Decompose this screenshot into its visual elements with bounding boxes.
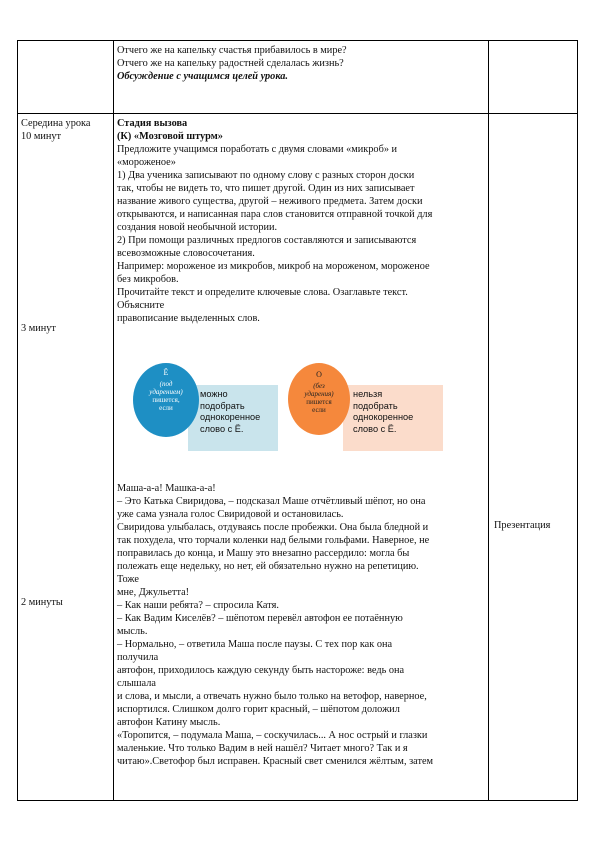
text-line: «мороженое» <box>117 157 176 168</box>
story-line: мысль. <box>117 626 148 637</box>
rule-o-letter: О <box>316 370 322 379</box>
rule-o-box <box>343 385 443 451</box>
text-line: правописание выделенных слов. <box>117 313 260 324</box>
rule-yo-ellipse-line: (под <box>159 380 173 388</box>
rule-yo-box-line: подобрать <box>200 400 245 411</box>
text-line: открываются, и написанная пара слов становится отправной точкой для <box>117 209 433 220</box>
story-line: слышала <box>117 678 156 689</box>
rule-yo-ellipse-line: ударением) <box>149 388 183 396</box>
rule-o-box-line: слово с Ё. <box>353 423 397 434</box>
table-col-divider-2 <box>488 40 489 801</box>
spelling-rule-diagram <box>133 363 453 453</box>
rule-o-ellipse-line: пишется <box>306 398 332 406</box>
story-line: и слова, и мысли, а отвечать нужно было только на ветофор, наверное, <box>117 691 427 702</box>
story-line: автофон Катину мысль. <box>117 717 221 728</box>
story-line: – Как Вадим Киселёв? – шёпотом перевёл автофон ее потаённую <box>117 613 403 624</box>
table-border-right <box>577 40 578 801</box>
rule-yo-ellipse-line: если <box>159 404 173 412</box>
story-line: испортился. Слишком долго горит красный, – шёпотом доложил <box>117 704 400 715</box>
row1-discussion: Обсуждение с учащимся целей урока. <box>117 71 289 82</box>
story-line: маленькие. Что только Вадим в ней нашёл? Читает много? Так и я <box>117 743 408 754</box>
rule-yo-ellipse <box>133 363 199 437</box>
text-line: название живого существа, другой – неживого предмета. Затем доски <box>117 196 423 207</box>
rule-o-box-line: подобрать <box>353 400 398 411</box>
timing-stage-line: 10 минут <box>21 131 62 142</box>
text-line: без микробов. <box>117 274 179 285</box>
story-line: поправилась до конца, и Машу это внезапно рассердило: могла бы <box>117 548 410 559</box>
story-line: Тоже <box>117 574 139 585</box>
story-line: получила <box>117 652 159 663</box>
story-line: – Это Катька Свиридова, – подсказал Маше отчётливый шёпот, но она <box>117 496 426 507</box>
rule-o-ellipse <box>288 363 350 435</box>
brainstorm-heading: (К) «Мозговой штурм» <box>117 131 223 142</box>
row1-line: Отчего же на капельку счастья прибавилось в мире? <box>117 45 347 56</box>
row1-line: Отчего же на капельку радостней сделалась жизнь? <box>117 58 344 69</box>
table-col-divider-1 <box>113 40 114 801</box>
story-line: – Нормально, – ответила Маша после паузы. С тех пор как она <box>117 639 393 650</box>
story-text <box>117 482 487 768</box>
story-line: полежать еще недельку, но нет, ей обязательно нужно на репетицию. <box>117 561 419 572</box>
text-line: создания новой необычной истории. <box>117 222 278 233</box>
text-line: Например: мороженое из микробов, микроб на мороженом, мороженое <box>117 261 430 272</box>
rule-o-box-line: однокоренное <box>353 412 414 422</box>
table-border-top <box>17 40 578 41</box>
text-line: всевозможные словосочетания. <box>117 248 255 259</box>
text-line: Прочитайте текст и определите ключевые слова. Озаглавьте текст. <box>117 287 408 298</box>
text-line: 2) При помощи различных предлогов составляются и записываются <box>117 235 417 246</box>
rule-o-box-line: нельзя <box>353 389 383 399</box>
rule-yo-box <box>188 385 278 451</box>
rule-yo-letter: Ё <box>163 368 169 377</box>
rule-o-ellipse-line: ударения) <box>304 390 334 398</box>
table-border-bottom <box>17 800 578 801</box>
rule-yo-box-line: слово с Ё. <box>200 423 244 434</box>
story-line: мне, Джульетта! <box>117 587 190 598</box>
timing-stage-line: Середина урока <box>21 118 91 129</box>
table-border-left <box>17 40 18 801</box>
text-line: 1) Два ученика записывают по одному слову с разных сторон доски <box>117 170 415 181</box>
story-line: уже сама узнала голос Свиридовой и остановилась. <box>117 509 344 520</box>
rule-yo-box-line: однокоренное <box>200 412 261 422</box>
story-line: Маша-а-а! Машка-а-а! <box>117 483 216 494</box>
row2-main-text <box>117 117 487 325</box>
timing-stage-label <box>21 117 111 143</box>
timing-3-minutes: 3 минут <box>21 323 56 334</box>
story-line: автофон, приходилось каждую секунду быть настороже: ведь она <box>117 665 405 676</box>
story-line: Свиридова улыбалась, отдуваясь после пробежки. Она была бледной и <box>117 522 429 533</box>
story-line: «Торопится, – подумала Маша, – соскучилась... А нос острый и глазки <box>117 730 428 741</box>
rule-o-ellipse-line: (без <box>313 382 325 390</box>
story-line: читаю».Светофор был исправен. Красный свет сменился жёлтым, затем <box>117 756 434 767</box>
text-line: так, чтобы не видеть то, что пишет другой. Один из них записывает <box>117 183 415 194</box>
timing-2-minutes: 2 минуты <box>21 597 63 608</box>
resource-presentation: Презентация <box>494 520 551 531</box>
story-line: так похудела, что торчали коленки над белыми гольфами. Наверное, не <box>117 535 430 546</box>
row1-content-cell <box>117 44 487 83</box>
stage-heading: Стадия вызова <box>117 118 188 129</box>
text-line: Объясните <box>117 300 165 311</box>
table-row-divider <box>17 113 578 114</box>
rule-yo-ellipse-line: пишется, <box>152 396 180 404</box>
story-line: – Как наши ребята? – спросила Катя. <box>117 600 279 611</box>
rule-o-ellipse-line: если <box>312 406 326 414</box>
rule-yo-box-line: можно <box>200 389 228 399</box>
text-line: Предложите учащимся поработать с двумя словами «микроб» и <box>117 144 398 155</box>
